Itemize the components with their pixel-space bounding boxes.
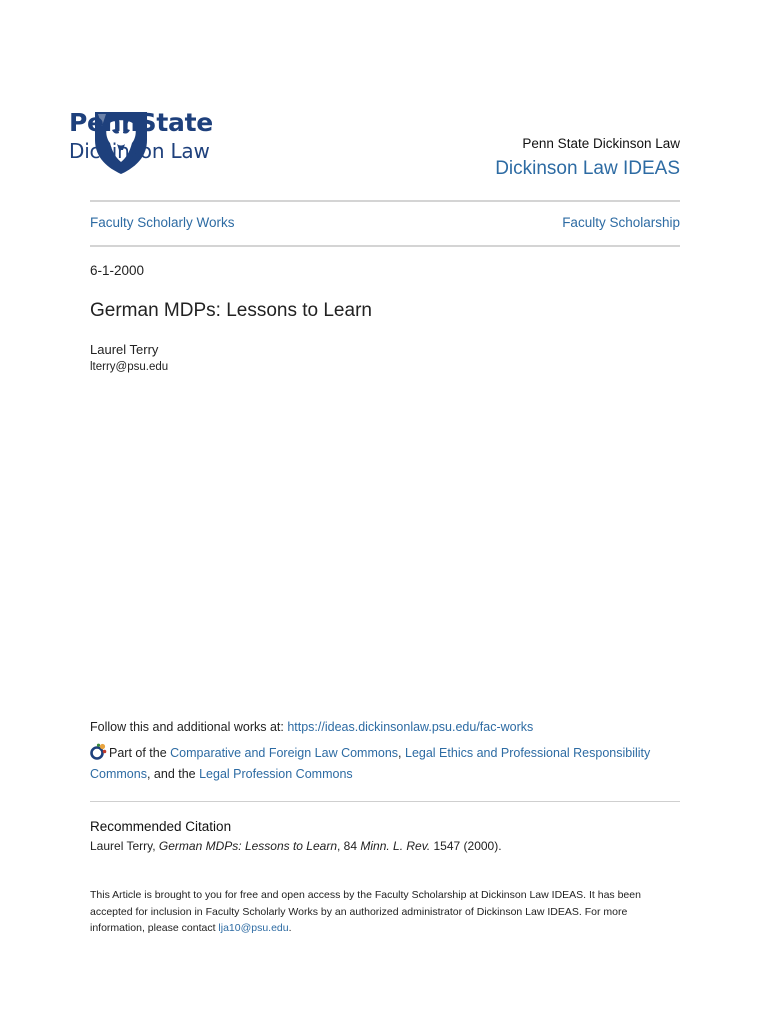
author-name: Laurel Terry	[90, 342, 159, 357]
logo-wordmark: PennState	[69, 108, 213, 137]
network-commons-icon	[90, 743, 107, 760]
article-title: German MDPs: Lessons to Learn	[90, 300, 372, 321]
comparative-foreign-law-commons-link[interactable]: Comparative and Foreign Law Commons	[170, 746, 399, 760]
recommended-citation-heading: Recommended Citation	[90, 819, 232, 834]
citation-rest: 1547 (2000).	[430, 839, 502, 853]
legal-profession-commons-link[interactable]: Legal Profession Commons	[199, 767, 353, 781]
logo-school-name: Dickinson Law	[69, 139, 210, 163]
citation-separator: , 84	[337, 839, 361, 853]
part-of-separator-2: , and the	[146, 767, 200, 781]
faculty-scholarly-works-link[interactable]: Faculty Scholarly Works	[90, 215, 235, 230]
access-notice	[90, 887, 680, 937]
publication-date: 6-1-2000	[90, 263, 145, 278]
access-notice-text: This Article is brought to you for free and open access by the Faculty Scholarship at Dickinson Law IDEAS. It has been accepted for inclusion in Faculty Scholarly Works by an authorized administrator of Dickinson Law IDEAS. For more information, please contact	[90, 889, 641, 934]
citation-divider	[90, 801, 680, 802]
faculty-scholarship-link[interactable]: Faculty Scholarship	[562, 215, 680, 230]
fac-works-url-link[interactable]: https://ideas.dickinsonlaw.psu.edu/fac-works	[287, 720, 534, 734]
nav-divider	[90, 245, 680, 247]
follow-line	[90, 720, 533, 734]
legal-ethics-commons-link[interactable]: Legal Ethics and Professional Responsibility Commons	[90, 746, 651, 781]
part-of-separator-1: ,	[398, 746, 405, 760]
author-email: lterry@psu.edu	[90, 361, 169, 373]
access-notice-end: .	[288, 922, 292, 934]
follow-prefix: Follow this and additional works at:	[90, 720, 288, 734]
part-of-commons	[90, 743, 680, 785]
institution-name: Penn State Dickinson Law	[522, 136, 680, 151]
citation-journal: Minn. L. Rev.	[360, 839, 431, 853]
citation-title: German MDPs: Lessons to Learn	[158, 839, 337, 853]
repository-link[interactable]: Dickinson Law IDEAS	[495, 158, 680, 179]
citation-author: Laurel Terry,	[90, 839, 159, 853]
header-divider	[90, 200, 680, 202]
citation-text	[90, 839, 502, 853]
part-of-prefix: Part of the	[109, 746, 171, 760]
contact-email-link[interactable]: lja10@psu.edu	[218, 922, 289, 934]
